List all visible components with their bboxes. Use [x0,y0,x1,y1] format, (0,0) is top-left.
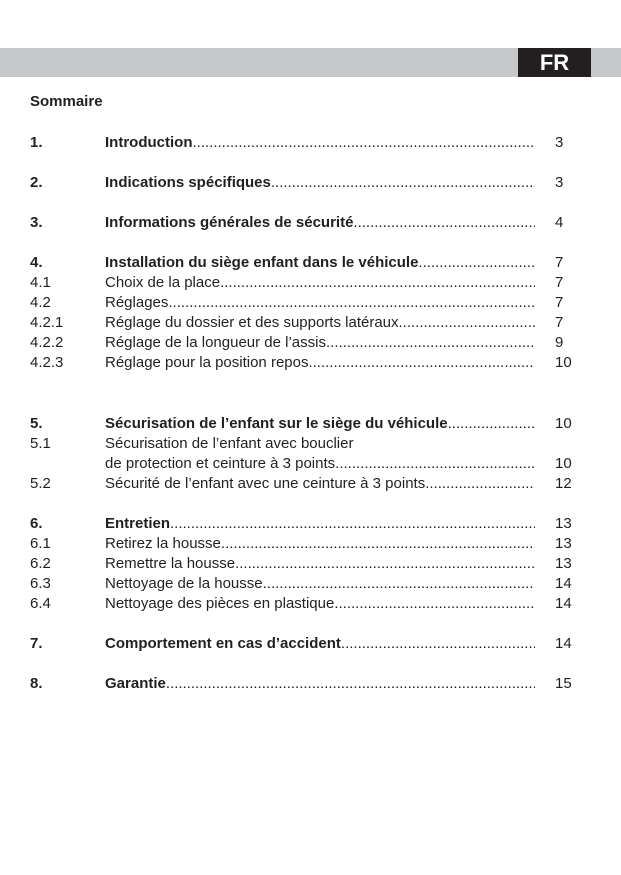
entry-title-leader [105,353,535,373]
entry-number: 4.2.3 [30,354,64,371]
entry-number: 3. [30,214,43,231]
toc-entry[interactable] [30,333,590,353]
toc-entry[interactable] [30,353,590,373]
entry-page-number: 7 [555,274,564,291]
entry-title: Garantie [105,675,166,692]
toc-entry[interactable] [30,414,590,434]
toc-entry[interactable] [30,594,590,614]
entry-number: 5. [30,415,43,432]
toc-entry[interactable] [30,574,590,594]
toc-section [30,514,590,614]
entry-title-leader [105,474,535,494]
entry-number: 5.2 [30,475,51,492]
entry-title: Nettoyage de la housse [105,575,263,592]
toc-entry[interactable] [30,474,590,494]
entry-title-leader [105,273,535,293]
entry-title-leader [105,574,535,594]
toc-section [30,674,590,694]
toc-entry[interactable] [30,213,590,233]
entry-number: 4.2.2 [30,334,64,351]
entry-number: 4.1 [30,274,51,291]
toc-entry[interactable] [30,454,590,474]
entry-page-number: 7 [555,314,564,331]
entry-page-number: 14 [555,575,572,592]
entry-title: de protection et ceinture à 3 points [105,455,336,472]
entry-number: 8. [30,675,43,692]
language-badge: FR [518,48,591,77]
entry-title: Sécurité de l’enfant avec une ceinture à 3 points [105,475,426,492]
toc-section [30,213,590,233]
entry-number: 6.1 [30,535,51,552]
toc-entry[interactable] [30,434,590,454]
toc-entry[interactable] [30,273,590,293]
entry-title: Réglage pour la position repos [105,354,309,371]
entry-title-leader [105,674,535,694]
entry-page-number: 13 [555,555,572,572]
entry-title: Informations générales de sécurité [105,214,354,231]
entry-title: Installation du siège enfant dans le véhicule [105,254,419,271]
entry-page-number: 13 [555,535,572,552]
entry-page-number: 10 [555,415,572,432]
entry-title-leader [105,253,535,273]
toc-entry[interactable] [30,173,590,193]
table-of-contents [30,133,590,694]
entry-page-number: 7 [555,254,564,271]
toc-entry[interactable] [30,293,590,313]
entry-title: Réglages [105,294,169,311]
entry-title-leader [105,434,535,454]
entry-title: Choix de la place [105,274,221,291]
entry-title-leader [105,213,535,233]
entry-title: Indications spécifiques [105,174,271,191]
entry-title-leader [105,133,535,153]
entry-title: Introduction [105,134,193,151]
toc-entry[interactable] [30,313,590,333]
entry-title: Réglage de la longueur de l’assis [105,334,326,351]
entry-page-number: 3 [555,134,564,151]
entry-page-number: 12 [555,475,572,492]
entry-number: 2. [30,174,43,191]
toc-section [30,634,590,654]
toc-entry[interactable] [30,133,590,153]
entry-title: Retirez la housse [105,535,221,552]
entry-title-leader [105,634,535,654]
page-title: Sommaire [30,93,103,110]
entry-title: Sécurisation de l’enfant avec bouclier [105,435,354,452]
toc-section [30,173,590,193]
entry-number: 4.2 [30,294,51,311]
entry-number: 4.2.1 [30,314,64,331]
entry-number: 6.3 [30,575,51,592]
toc-entry[interactable] [30,554,590,574]
toc-entry[interactable] [30,634,590,654]
entry-title-leader [105,594,535,614]
toc-section [30,253,590,373]
entry-number: 5.1 [30,435,51,452]
toc-entry[interactable] [30,253,590,273]
entry-title-leader [105,414,535,434]
entry-page-number: 9 [555,334,564,351]
entry-number: 4. [30,254,43,271]
entry-page-number: 14 [555,635,572,652]
toc-section [30,133,590,153]
entry-title: Réglage du dossier et des supports latéraux [105,314,399,331]
entry-page-number: 10 [555,354,572,371]
entry-title-leader [105,333,535,353]
entry-title-leader [105,293,535,313]
entry-title-leader [105,534,535,554]
entry-title: Remettre la housse [105,555,236,572]
entry-page-number: 7 [555,294,564,311]
entry-title-leader [105,454,535,474]
toc-entry[interactable] [30,514,590,534]
entry-title-leader [105,554,535,574]
entry-title: Nettoyage des pièces en plastique [105,595,335,612]
entry-page-number: 13 [555,515,572,532]
toc-entry[interactable] [30,534,590,554]
entry-number: 6.2 [30,555,51,572]
entry-page-number: 15 [555,675,572,692]
entry-number: 7. [30,635,43,652]
entry-title-leader [105,313,535,333]
entry-page-number: 4 [555,214,564,231]
entry-page-number: 10 [555,455,572,472]
toc-section [30,414,590,494]
toc-entry[interactable] [30,674,590,694]
entry-page-number: 14 [555,595,572,612]
entry-title-leader [105,514,535,534]
entry-page-number: 3 [555,174,564,191]
entry-number: 6. [30,515,43,532]
entry-title: Entretien [105,515,171,532]
entry-title-leader [105,173,535,193]
entry-title: Sécurisation de l’enfant sur le siège du véhicule [105,415,448,432]
entry-title: Comportement en cas d’accident [105,635,341,652]
entry-number: 1. [30,134,43,151]
entry-number: 6.4 [30,595,51,612]
